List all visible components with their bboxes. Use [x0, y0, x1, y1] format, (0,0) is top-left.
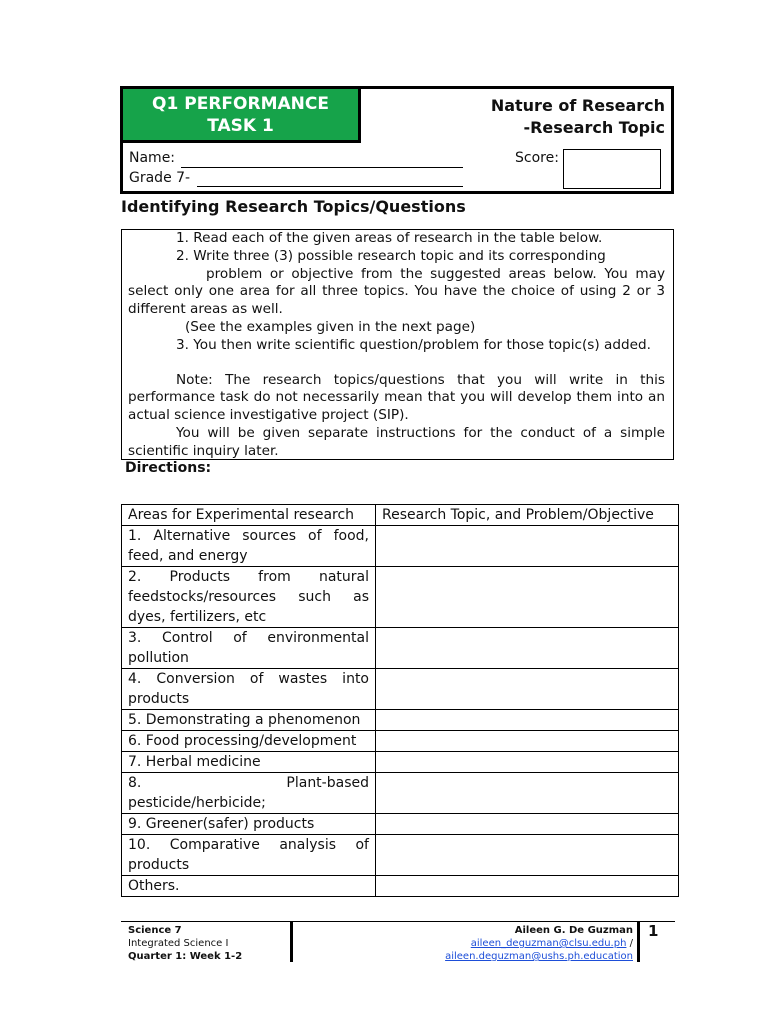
topic-answer-cell[interactable] — [376, 814, 679, 835]
table-row — [122, 876, 679, 897]
topic-answer-cell[interactable] — [376, 710, 679, 731]
task-badge — [123, 89, 361, 143]
footer-subject: Science 7 — [128, 925, 182, 936]
area-cell: 5. Demonstrating a phenomenon — [122, 710, 376, 731]
footer-divider-line — [121, 921, 675, 922]
area-cell: 4. Conversion of wastes into products — [122, 669, 376, 710]
topic-answer-cell[interactable] — [376, 628, 679, 669]
footer-author-info — [296, 924, 633, 963]
area-cell: 10. Comparative analysis of products — [122, 835, 376, 876]
name-field[interactable] — [181, 167, 463, 168]
separate-instructions-paragraph: You will be given separate instructions for the conduct of a simple scientific inquiry later. — [128, 424, 665, 459]
table-row — [122, 814, 679, 835]
table-row — [122, 752, 679, 773]
table-header-row — [122, 505, 679, 526]
area-cell: 3. Control of environmental pollution — [122, 628, 376, 669]
table-row — [122, 835, 679, 876]
table-row — [122, 731, 679, 752]
table-row — [122, 526, 679, 567]
column-header-topic: Research Topic, and Problem/Objective — [376, 505, 679, 526]
footer-vertical-divider-2 — [637, 922, 640, 962]
header-box — [120, 86, 674, 194]
area-cell: 8. Plant-based pesticide/herbicide; — [122, 773, 376, 814]
instructions-box — [121, 229, 674, 460]
directions-label: Directions: — [125, 460, 212, 476]
topic-answer-cell[interactable] — [376, 752, 679, 773]
grade-label: Grade 7- — [129, 170, 191, 186]
instruction-2-body: problem or objective from the suggested areas below. You may select only one area for all three topics. You have the choice of using 2 or 3 different areas as well. — [128, 265, 665, 318]
section-heading: Identifying Research Topics/Questions — [121, 197, 466, 216]
area-cell: 9. Greener(safer) products — [122, 814, 376, 835]
instruction-2-note: (See the examples given in the next page) — [185, 318, 476, 335]
area-cell: 7. Herbal medicine — [122, 752, 376, 773]
footer-quarter: Quarter 1: Week 1-2 — [128, 951, 243, 962]
task-title-line1: Q1 PERFORMANCE — [152, 94, 329, 114]
email-link-clsu[interactable]: aileen_deguzman@clsu.edu.ph — [470, 938, 627, 949]
email-link-ushs[interactable]: aileen.deguzman@ushs.ph.education — [445, 951, 633, 962]
grade-field[interactable] — [197, 186, 463, 187]
topic-answer-cell[interactable] — [376, 876, 679, 897]
subject-title — [491, 95, 665, 139]
topic-answer-cell[interactable] — [376, 669, 679, 710]
subject-title-line1: Nature of Research — [490, 96, 665, 115]
instruction-1: 1. Read each of the given areas of research in the table below. — [176, 230, 603, 246]
column-header-areas: Areas for Experimental research — [122, 505, 376, 526]
area-cell: 1. Alternative sources of food, feed, and energy — [122, 526, 376, 567]
area-cell: 6. Food processing/development — [122, 731, 376, 752]
name-label: Name: — [129, 150, 176, 166]
page-number: 1 — [648, 922, 659, 940]
table-row — [122, 628, 679, 669]
score-box[interactable] — [563, 149, 661, 189]
instruction-2-start: 2. Write three (3) possible research topic and its corresponding — [176, 247, 606, 264]
topic-answer-cell[interactable] — [376, 731, 679, 752]
footer-emails — [296, 937, 633, 963]
area-cell: 2. Products from natural feedstocks/resources such as dyes, fertilizers, etc — [122, 567, 376, 628]
table-row — [122, 669, 679, 710]
task-title-line2: TASK 1 — [207, 116, 274, 136]
research-areas-table — [121, 504, 679, 897]
topic-answer-cell[interactable] — [376, 773, 679, 814]
footer-author: Aileen G. De Guzman — [514, 925, 633, 936]
footer-course-info — [128, 924, 242, 963]
table-row — [122, 567, 679, 628]
instruction-3: 3. You then write scientific question/problem for those topic(s) added. — [176, 336, 651, 353]
area-cell: Others. — [122, 876, 376, 897]
topic-answer-cell[interactable] — [376, 835, 679, 876]
topic-answer-cell[interactable] — [376, 526, 679, 567]
topic-answer-cell[interactable] — [376, 567, 679, 628]
table-row — [122, 710, 679, 731]
note-paragraph: Note: The research topics/questions that you will write in this performance task do not necessarily mean that you will develop them into an actual science investigative project (SIP). — [128, 371, 665, 424]
subject-title-line2: -Research Topic — [523, 118, 665, 137]
email-separator: / — [629, 938, 633, 949]
footer-course: Integrated Science I — [128, 938, 229, 949]
score-label: Score: — [515, 150, 559, 166]
table-row — [122, 773, 679, 814]
footer-vertical-divider — [290, 922, 293, 962]
